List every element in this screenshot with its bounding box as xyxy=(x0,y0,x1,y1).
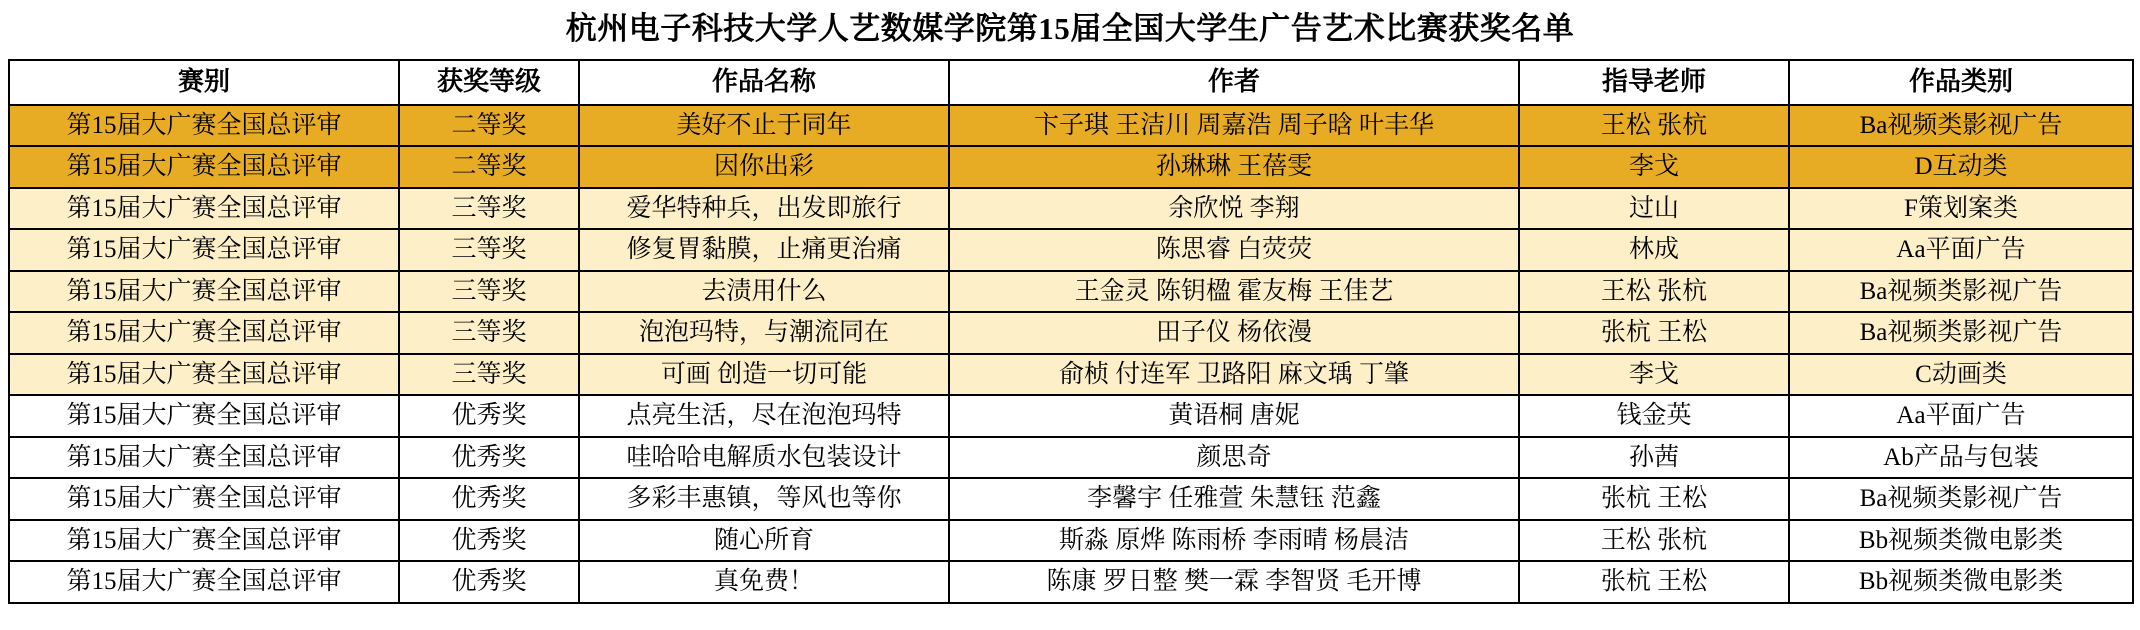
table-row xyxy=(9,437,2133,479)
cell-teacher: 王松 张杭 xyxy=(1519,271,1789,313)
cell-authors: 余欣悦 李翔 xyxy=(949,188,1519,230)
cell-level: 三等奖 xyxy=(399,354,579,396)
award-list-table xyxy=(8,59,2134,604)
cell-category: 第15届大广赛全国总评审 xyxy=(9,561,399,603)
cell-authors: 颜思奇 xyxy=(949,437,1519,479)
cell-authors: 陈思睿 白荧荧 xyxy=(949,229,1519,271)
cell-teacher: 钱金英 xyxy=(1519,395,1789,437)
cell-teacher: 张杭 王松 xyxy=(1519,312,1789,354)
cell-authors: 王金灵 陈钥楹 霍友梅 王佳艺 xyxy=(949,271,1519,313)
cell-level: 三等奖 xyxy=(399,312,579,354)
cell-level: 优秀奖 xyxy=(399,478,579,520)
cell-work-name: 修复胃黏膜，止痛更治痛 xyxy=(579,229,949,271)
cell-work-type: Ba视频类影视广告 xyxy=(1789,478,2133,520)
cell-category: 第15届大广赛全国总评审 xyxy=(9,105,399,147)
table-row xyxy=(9,229,2133,271)
cell-category: 第15届大广赛全国总评审 xyxy=(9,271,399,313)
table-row xyxy=(9,561,2133,603)
cell-authors: 陈康 罗日整 樊一霖 李智贤 毛开博 xyxy=(949,561,1519,603)
table-row xyxy=(9,395,2133,437)
cell-authors: 黄语桐 唐妮 xyxy=(949,395,1519,437)
cell-work-name: 爱华特种兵，出发即旅行 xyxy=(579,188,949,230)
column-header-work-type: 作品类别 xyxy=(1789,60,2133,105)
table-row xyxy=(9,312,2133,354)
cell-work-type: D互动类 xyxy=(1789,146,2133,188)
table-row xyxy=(9,478,2133,520)
cell-work-type: Bb视频类微电影类 xyxy=(1789,561,2133,603)
cell-category: 第15届大广赛全国总评审 xyxy=(9,395,399,437)
cell-work-name: 泡泡玛特，与潮流同在 xyxy=(579,312,949,354)
cell-teacher: 李戈 xyxy=(1519,146,1789,188)
cell-category: 第15届大广赛全国总评审 xyxy=(9,478,399,520)
column-header-authors: 作者 xyxy=(949,60,1519,105)
cell-level: 优秀奖 xyxy=(399,561,579,603)
cell-work-type: Ba视频类影视广告 xyxy=(1789,105,2133,147)
cell-teacher: 张杭 王松 xyxy=(1519,561,1789,603)
cell-work-name: 因你出彩 xyxy=(579,146,949,188)
column-header-level: 获奖等级 xyxy=(399,60,579,105)
cell-teacher: 过山 xyxy=(1519,188,1789,230)
cell-teacher: 孙茜 xyxy=(1519,437,1789,479)
cell-category: 第15届大广赛全国总评审 xyxy=(9,146,399,188)
cell-work-type: Ba视频类影视广告 xyxy=(1789,312,2133,354)
cell-work-name: 随心所育 xyxy=(579,520,949,562)
cell-level: 优秀奖 xyxy=(399,520,579,562)
cell-level: 二等奖 xyxy=(399,105,579,147)
table-row xyxy=(9,146,2133,188)
table-header xyxy=(9,60,2133,105)
column-header-category: 赛别 xyxy=(9,60,399,105)
cell-level: 二等奖 xyxy=(399,146,579,188)
cell-teacher: 王松 张杭 xyxy=(1519,105,1789,147)
cell-authors: 俞桢 付连军 卫路阳 麻文瑀 丁肇 xyxy=(949,354,1519,396)
cell-authors: 李馨宇 任雅萱 朱慧钰 范鑫 xyxy=(949,478,1519,520)
column-header-teacher: 指导老师 xyxy=(1519,60,1789,105)
cell-teacher: 李戈 xyxy=(1519,354,1789,396)
cell-level: 三等奖 xyxy=(399,271,579,313)
cell-category: 第15届大广赛全国总评审 xyxy=(9,520,399,562)
cell-teacher: 张杭 王松 xyxy=(1519,478,1789,520)
cell-authors: 孙琳琳 王蓓雯 xyxy=(949,146,1519,188)
table-row xyxy=(9,105,2133,147)
cell-level: 优秀奖 xyxy=(399,437,579,479)
cell-work-type: Ba视频类影视广告 xyxy=(1789,271,2133,313)
cell-level: 三等奖 xyxy=(399,229,579,271)
cell-category: 第15届大广赛全国总评审 xyxy=(9,312,399,354)
cell-work-type: C动画类 xyxy=(1789,354,2133,396)
cell-teacher: 林成 xyxy=(1519,229,1789,271)
cell-work-name: 可画 创造一切可能 xyxy=(579,354,949,396)
cell-category: 第15届大广赛全国总评审 xyxy=(9,354,399,396)
cell-teacher: 王松 张杭 xyxy=(1519,520,1789,562)
cell-work-type: Ab产品与包装 xyxy=(1789,437,2133,479)
cell-authors: 卞子琪 王洁川 周嘉浩 周子晗 叶丰华 xyxy=(949,105,1519,147)
table-row xyxy=(9,354,2133,396)
cell-category: 第15届大广赛全国总评审 xyxy=(9,188,399,230)
cell-authors: 田子仪 杨依漫 xyxy=(949,312,1519,354)
cell-category: 第15届大广赛全国总评审 xyxy=(9,437,399,479)
cell-work-name: 多彩丰惠镇，等风也等你 xyxy=(579,478,949,520)
table-header-row xyxy=(9,60,2133,105)
cell-work-type: Aa平面广告 xyxy=(1789,229,2133,271)
table-row xyxy=(9,520,2133,562)
table-body xyxy=(9,105,2133,603)
cell-work-type: F策划案类 xyxy=(1789,188,2133,230)
cell-work-name: 点亮生活，尽在泡泡玛特 xyxy=(579,395,949,437)
cell-work-name: 真免费！ xyxy=(579,561,949,603)
cell-authors: 斯淼 原烨 陈雨桥 李雨晴 杨晨洁 xyxy=(949,520,1519,562)
cell-category: 第15届大广赛全国总评审 xyxy=(9,229,399,271)
cell-level: 优秀奖 xyxy=(399,395,579,437)
cell-work-name: 去渍用什么 xyxy=(579,271,949,313)
page-title: 杭州电子科技大学人艺数媒学院第15届全国大学生广告艺术比赛获奖名单 xyxy=(565,11,1575,46)
cell-work-name: 美好不止于同年 xyxy=(579,105,949,147)
table-row xyxy=(9,188,2133,230)
column-header-work-name: 作品名称 xyxy=(579,60,949,105)
cell-level: 三等奖 xyxy=(399,188,579,230)
table-row xyxy=(9,271,2133,313)
cell-work-type: Bb视频类微电影类 xyxy=(1789,520,2133,562)
cell-work-type: Aa平面广告 xyxy=(1789,395,2133,437)
cell-work-name: 哇哈哈电解质水包装设计 xyxy=(579,437,949,479)
